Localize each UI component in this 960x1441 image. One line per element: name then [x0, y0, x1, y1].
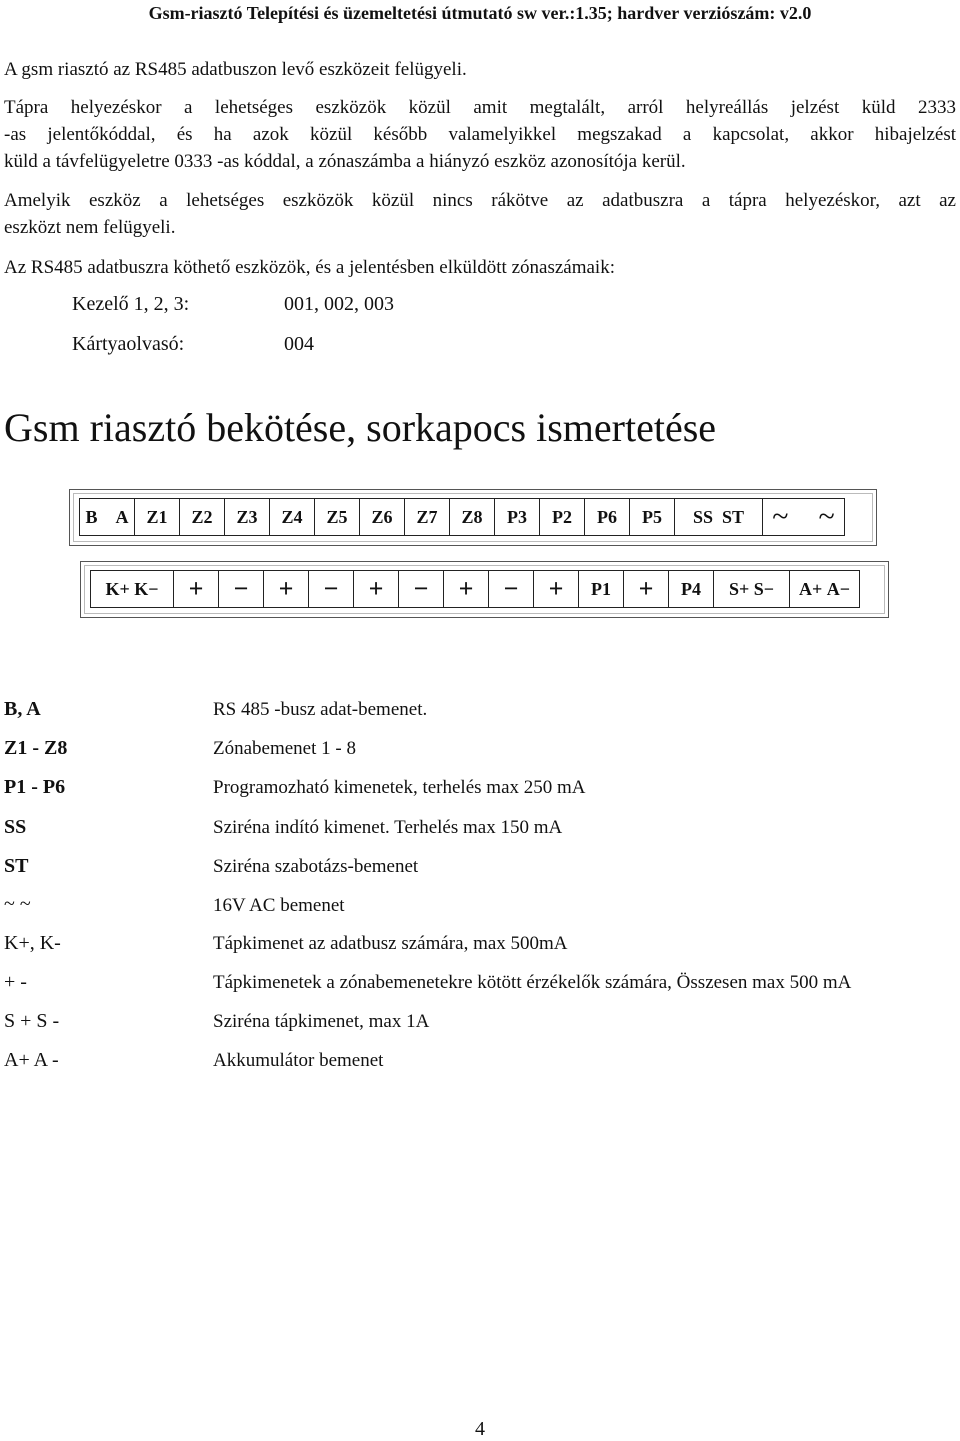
- definition-description: Tápkimenet az adatbusz számára, max 500mA: [213, 933, 568, 954]
- definition-term: K+, K-: [4, 932, 61, 954]
- definition-term: P1 - P6: [4, 776, 66, 798]
- definition-description: Programozható kimenetek, terhelés max 250 mA: [213, 777, 586, 798]
- terminal-b-a: B A: [79, 498, 135, 536]
- definition-term: Z1 - Z8: [4, 737, 68, 759]
- terminal-plus: +: [354, 570, 399, 608]
- terminal-z1: Z1: [135, 498, 180, 536]
- definition-term: + -: [4, 971, 27, 993]
- terminal-p4: P4: [669, 570, 714, 608]
- tilde-icon: ~: [818, 500, 835, 533]
- page-header: Gsm-riasztó Telepítési és üzemeltetési útmutató sw ver.:1.35; hardver verziószám: v2.0: [148, 3, 812, 23]
- tilde-icon: ~: [772, 500, 789, 533]
- paragraph-intro: A gsm riasztó az RS485 adatbuszon levő eszközeit felügyeli.: [4, 59, 467, 80]
- terminal-battery: A+ A−: [790, 570, 860, 608]
- terminal-z2: Z2: [180, 498, 225, 536]
- paragraph-power-on-line-3: küld a távfelügyeletre 0333 -as kóddal, a zónaszámba a hiányzó eszköz azonosítója kerül.: [4, 151, 686, 172]
- terminal-block-bottom: [90, 570, 860, 608]
- definition-description: Sziréna szabotázs-bemenet: [213, 856, 419, 877]
- terminal-p2: P2: [540, 498, 585, 536]
- definition-term: SS: [4, 816, 27, 838]
- device-value-keypad: 001, 002, 003: [284, 293, 394, 315]
- terminal-z5: Z5: [315, 498, 360, 536]
- terminal-k-power: K+ K−: [90, 570, 174, 608]
- terminal-plus: +: [444, 570, 489, 608]
- terminal-z4: Z4: [270, 498, 315, 536]
- definition-description: Sziréna tápkimenet, max 1A: [213, 1011, 430, 1032]
- terminal-ss-st: SS ST: [675, 498, 763, 536]
- section-title: Gsm riasztó bekötése, sorkapocs ismertetése: [4, 405, 717, 450]
- terminal-p1: P1: [579, 570, 624, 608]
- definition-description: Tápkimenetek a zónabemenetekre kötött érzékelők számára, Összesen max 500 mA: [213, 972, 852, 993]
- definition-term: S + S -: [4, 1010, 60, 1032]
- terminal-minus: −: [399, 570, 444, 608]
- definition-description: Akkumulátor bemenet: [213, 1050, 384, 1071]
- terminal-plus: +: [174, 570, 219, 608]
- terminal-z7: Z7: [405, 498, 450, 536]
- definition-term: ST: [4, 855, 29, 877]
- terminal-z8: Z8: [450, 498, 495, 536]
- paragraph-unconnected-line-2: eszközt nem felügyeli.: [4, 217, 176, 238]
- terminal-plus: +: [534, 570, 579, 608]
- terminal-minus: −: [219, 570, 264, 608]
- terminal-p3: P3: [495, 498, 540, 536]
- terminal-plus: +: [264, 570, 309, 608]
- terminal-minus: −: [309, 570, 354, 608]
- paragraph-unconnected-line-1: Amelyik eszköz a lehetséges eszközök közül nincs rákötve az adatbuszra a tápra helyezéskor, azt az: [4, 190, 956, 211]
- page-number: 4: [475, 1418, 485, 1440]
- definition-description: RS 485 -busz adat-bemenet.: [213, 699, 428, 720]
- terminal-minus: −: [489, 570, 534, 608]
- terminal-ac-input: [763, 498, 845, 536]
- definition-description: Sziréna indító kimenet. Terhelés max 150 mA: [213, 817, 563, 838]
- definition-term: A+ A -: [4, 1049, 59, 1071]
- paragraph-power-on-line-1: Tápra helyezéskor a lehetséges eszközök közül amit megtalált, arról helyreállás jelzést küld 2333: [4, 97, 956, 118]
- terminal-siren-power: S+ S−: [714, 570, 790, 608]
- definition-description: Zónabemenet 1 - 8: [213, 738, 356, 759]
- definition-term: ~ ~: [4, 893, 31, 915]
- definition-description: 16V AC bemenet: [213, 895, 345, 916]
- terminal-p6: P6: [585, 498, 630, 536]
- device-value-card-reader: 004: [284, 333, 314, 355]
- paragraph-power-on-line-2: -as jelentőkóddal, és ha azok közül később valamelyikkel megszakad a kapcsolat, akkor hibajelzést: [4, 124, 956, 145]
- paragraph-devices-intro: Az RS485 adatbuszra köthető eszközök, és a jelentésben elküldött zónaszámaik:: [4, 257, 615, 278]
- terminal-plus: +: [624, 570, 669, 608]
- terminal-block-top: [79, 498, 845, 536]
- device-label-keypad: Kezelő 1, 2, 3:: [72, 293, 190, 315]
- terminal-z3: Z3: [225, 498, 270, 536]
- terminal-p5: P5: [630, 498, 675, 536]
- device-label-card-reader: Kártyaolvasó:: [72, 333, 185, 355]
- terminal-z6: Z6: [360, 498, 405, 536]
- definition-term: B, A: [4, 698, 41, 720]
